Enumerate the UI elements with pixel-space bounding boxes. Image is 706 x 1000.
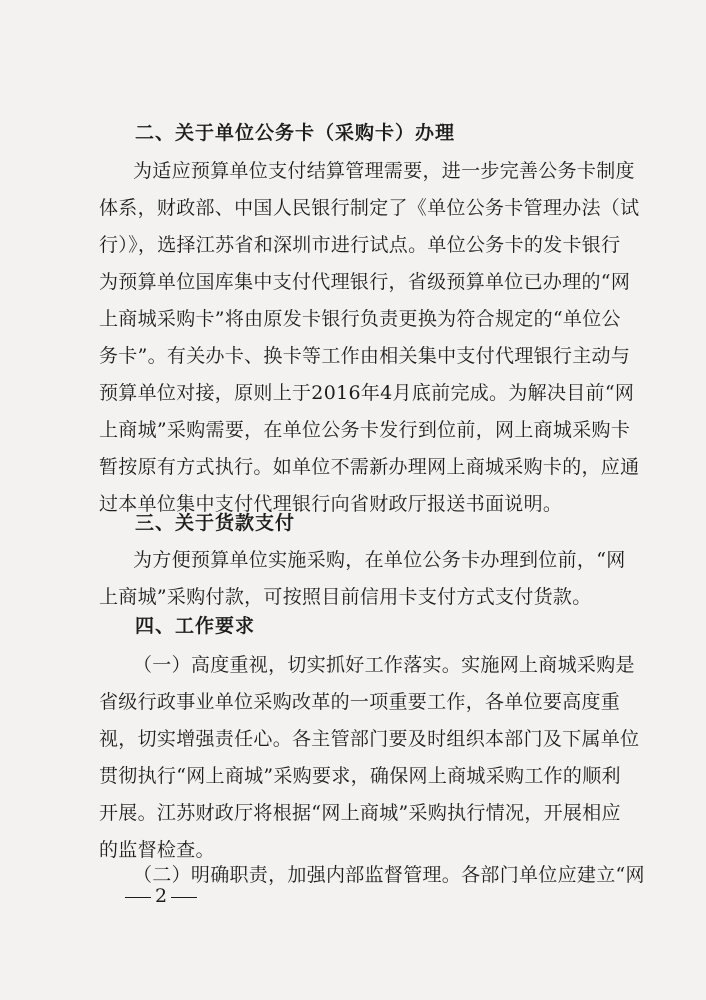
paragraph-line: 开展。江苏财政厅将根据“网上商城”采购执行情况，开展相应 (99, 802, 621, 824)
paragraph-line: 预算单位对接，原则上于2016年4月底前完成。为解决目前“网 (99, 382, 635, 404)
paragraph-line: 省级行政事业单位采购改革的一项重要工作，各单位要高度重 (99, 691, 621, 713)
paragraph-line: （一）高度重视，切实抓好工作落实。实施网上商城采购是 (133, 654, 635, 676)
paragraph-line: 视，切实增强责任心。各主管部门要及时组织本部门及下属单位 (99, 728, 640, 750)
page-number (121, 885, 201, 907)
paragraph-line: 暂按原有方式执行。如单位不需新办理网上商城采购卡的，应通 (99, 456, 640, 478)
paragraph-line: 务卡”。有关办卡、换卡等工作由相关集中支付代理银行主动与 (99, 345, 631, 367)
dash-left (125, 897, 151, 898)
page-number-value: 2 (155, 885, 168, 907)
paragraph-line: 为方便预算单位实施采购，在单位公务卡办理到位前，“网 (133, 549, 626, 571)
dash-right (171, 897, 197, 898)
paragraph-line: 贯彻执行“网上商城”采购要求，确保网上商城采购工作的顺利 (99, 765, 621, 787)
section-heading-requirements: 四、工作要求 (135, 615, 256, 637)
paragraph-line: 过本单位集中支付代理银行向省财政厅报送书面说明。 (99, 493, 563, 515)
section-heading-payment: 三、关于货款支付 (135, 512, 296, 534)
paragraph-line: （二）明确职责，加强内部监督管理。各部门单位应建立“网 (133, 864, 645, 886)
paragraph-line: 上商城”采购需要，在单位公务卡发行到位前，网上商城采购卡 (99, 419, 631, 441)
section-heading-unit-card: 二、关于单位公务卡（采购卡）办理 (135, 122, 456, 144)
paragraph-line: 上商城采购卡”将由原发卡银行负责更换为符合规定的“单位公 (99, 308, 621, 330)
paragraph-line: 为预算单位国库集中支付代理银行，省级预算单位已办理的“网 (99, 271, 631, 293)
paragraph-line: 的监督检查。 (99, 839, 215, 861)
paragraph-line: 行）》，选择江苏省和深圳市进行试点。单位公务卡的发卡银行 (99, 234, 621, 256)
paragraph-line: 体系，财政部、中国人民银行制定了《单位公务卡管理办法（试 (99, 197, 640, 219)
paragraph-line: 上商城”采购付款，可按照目前信用卡支付方式支付货款。 (99, 586, 592, 608)
paragraph-line: 为适应预算单位支付结算管理需要，进一步完善公务卡制度 (133, 160, 635, 182)
